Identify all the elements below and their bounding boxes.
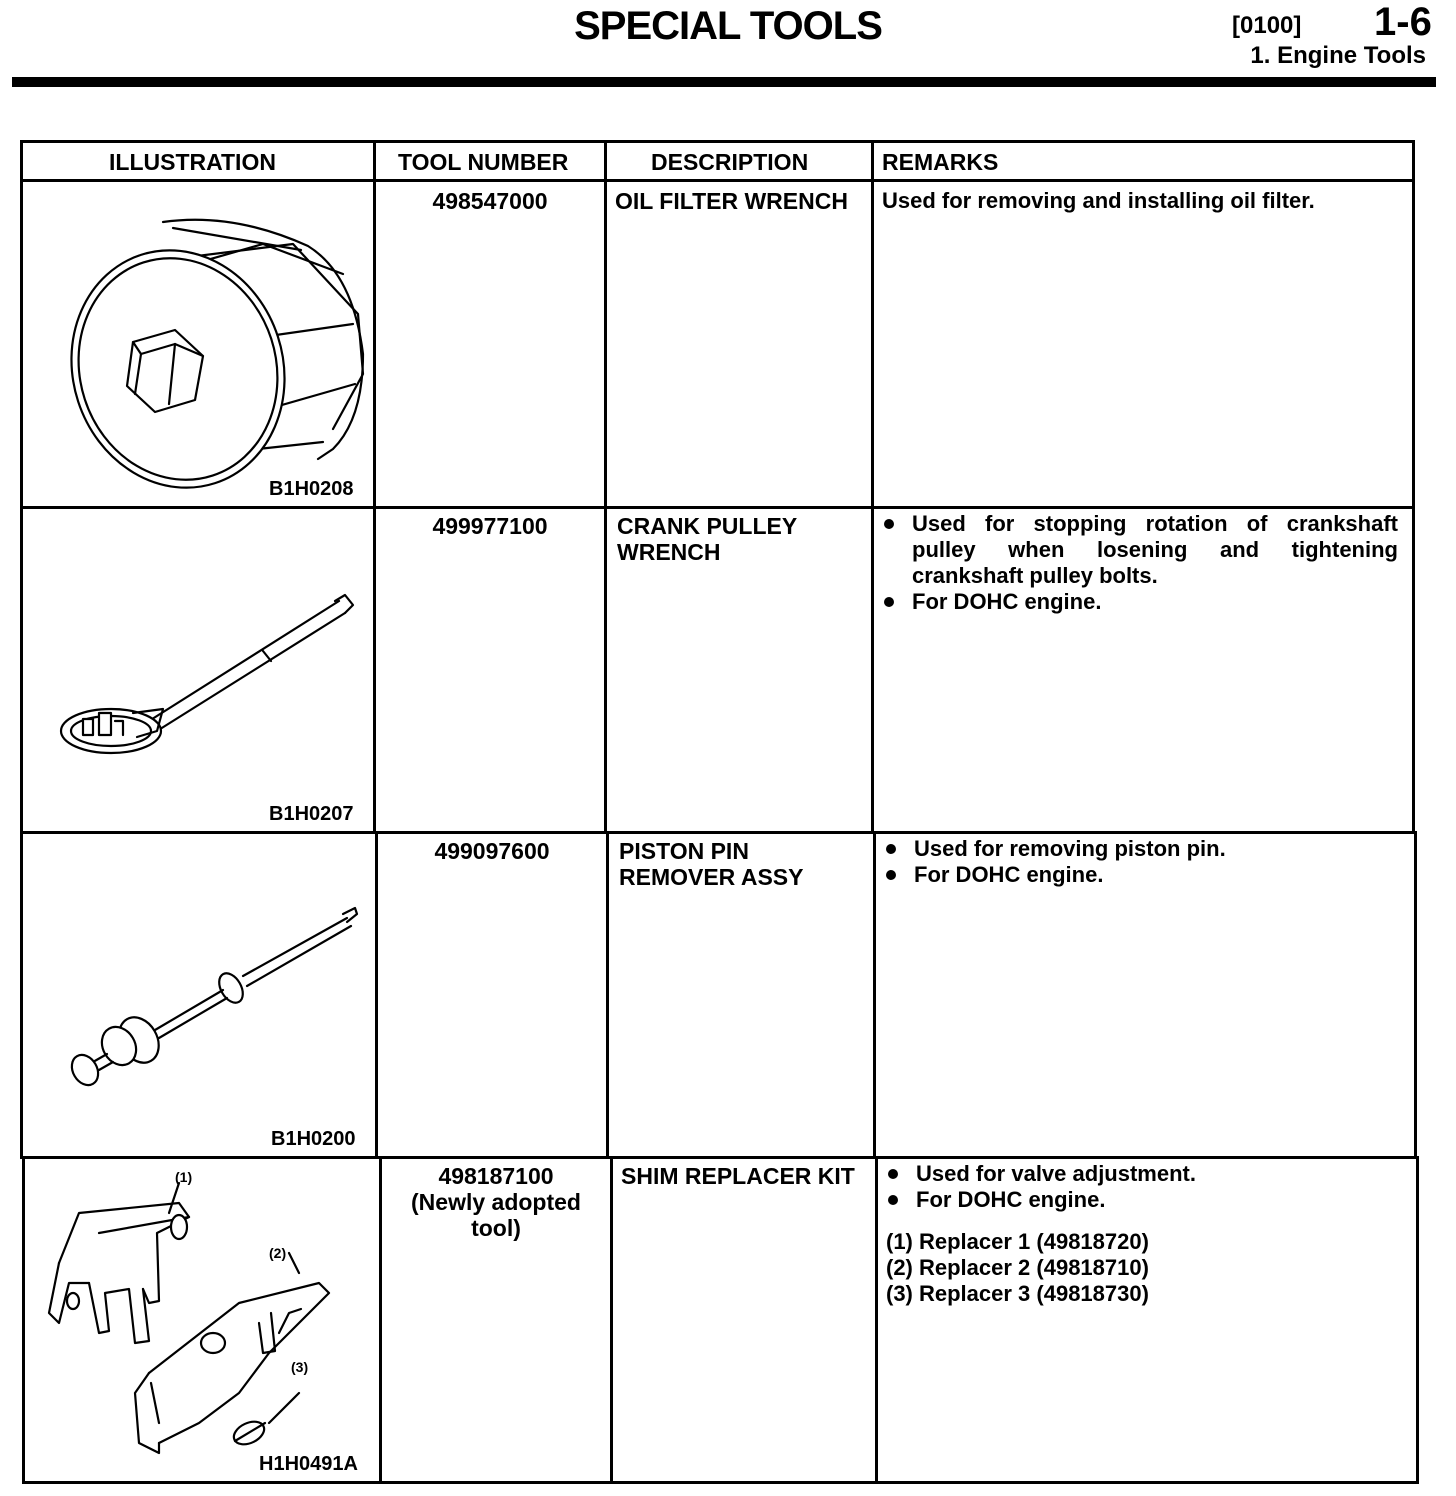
shim-replacer-kit-icon — [39, 1173, 369, 1473]
tool-description-line: WRENCH — [617, 539, 721, 565]
oil-filter-wrench-icon — [63, 204, 393, 494]
illustration-ref: H1H0491A — [259, 1453, 358, 1475]
header-rule — [12, 77, 1436, 87]
section-code: [0100] — [1232, 12, 1302, 39]
row1-illustration-cell — [20, 179, 376, 509]
row4-description-cell — [610, 1156, 878, 1484]
remarks-list — [884, 836, 1400, 888]
row4-remarks-cell — [875, 1156, 1419, 1484]
tool-description: OIL FILTER WRENCH — [615, 188, 848, 214]
tool-number: 499977100 — [432, 513, 548, 539]
remark-bullet: For DOHC engine. — [886, 1187, 1402, 1213]
row2-description-cell — [604, 506, 874, 834]
part-line: (1) Replacer 1 (49818720) — [886, 1229, 1149, 1254]
callout-3: (3) — [291, 1359, 309, 1375]
row4-tool-number-cell — [379, 1156, 613, 1484]
row1-description-cell — [604, 179, 874, 509]
tool-description-line: PISTON PIN — [619, 838, 749, 864]
piston-pin-remover-icon — [63, 894, 383, 1094]
tool-number-note: (Newly adopted — [411, 1189, 581, 1215]
remark-bullet: Used for valve adjustment. — [886, 1161, 1402, 1187]
row1-tool-number-cell — [373, 179, 607, 509]
remarks-list — [882, 511, 1398, 615]
page-title: SPECIAL TOOLS — [574, 4, 882, 48]
part-line: (3) Replacer 3 (49818730) — [886, 1281, 1149, 1306]
header-description: DESCRIPTION — [604, 140, 874, 182]
row3-description-cell — [606, 831, 876, 1159]
tool-description: SHIM REPLACER KIT — [621, 1163, 855, 1189]
remark-text: Used for removing and installing oil filter. — [882, 188, 1315, 213]
remarks-list — [886, 1161, 1402, 1213]
row2-remarks-cell — [871, 506, 1415, 834]
remark-bullet: Used for removing piston pin. — [884, 836, 1400, 862]
tool-description-line: CRANK PULLEY — [617, 513, 798, 539]
tool-description-line: REMOVER ASSY — [619, 864, 804, 890]
crank-pulley-wrench-icon — [53, 581, 373, 761]
remark-bullet: For DOHC engine. — [884, 862, 1400, 888]
illustration-ref: B1H0200 — [271, 1128, 356, 1150]
row3-illustration-cell — [20, 831, 378, 1159]
tool-number: 498187100 — [438, 1163, 554, 1189]
header-tool-number: TOOL NUMBER — [373, 140, 607, 182]
callout-2: (2) — [269, 1245, 287, 1261]
illustration-ref: B1H0207 — [269, 803, 354, 825]
row4-illustration-cell — [22, 1156, 382, 1484]
remark-bullet: Used for stopping rotation of crankshaft pulley when losening and tightening crankshaft pulley bolts. — [882, 511, 1398, 589]
callout-1: (1) — [175, 1169, 193, 1185]
row3-tool-number-cell — [375, 831, 609, 1159]
row2-illustration-cell — [20, 506, 376, 834]
page-number: 1-6 — [1374, 0, 1432, 44]
tool-number-note: tool) — [471, 1215, 521, 1241]
remark-bullet: For DOHC engine. — [882, 589, 1398, 615]
section-title: 1. Engine Tools — [1250, 42, 1426, 69]
header-remarks: REMARKS — [871, 140, 1415, 182]
row3-remarks-cell — [873, 831, 1417, 1159]
row1-remarks-cell — [871, 179, 1415, 509]
illustration-ref: B1H0208 — [269, 478, 354, 500]
tool-number: 499097600 — [434, 838, 550, 864]
header-illustration: ILLUSTRATION — [20, 140, 376, 182]
row2-tool-number-cell — [373, 506, 607, 834]
tool-number: 498547000 — [432, 188, 548, 214]
part-line: (2) Replacer 2 (49818710) — [886, 1255, 1149, 1280]
